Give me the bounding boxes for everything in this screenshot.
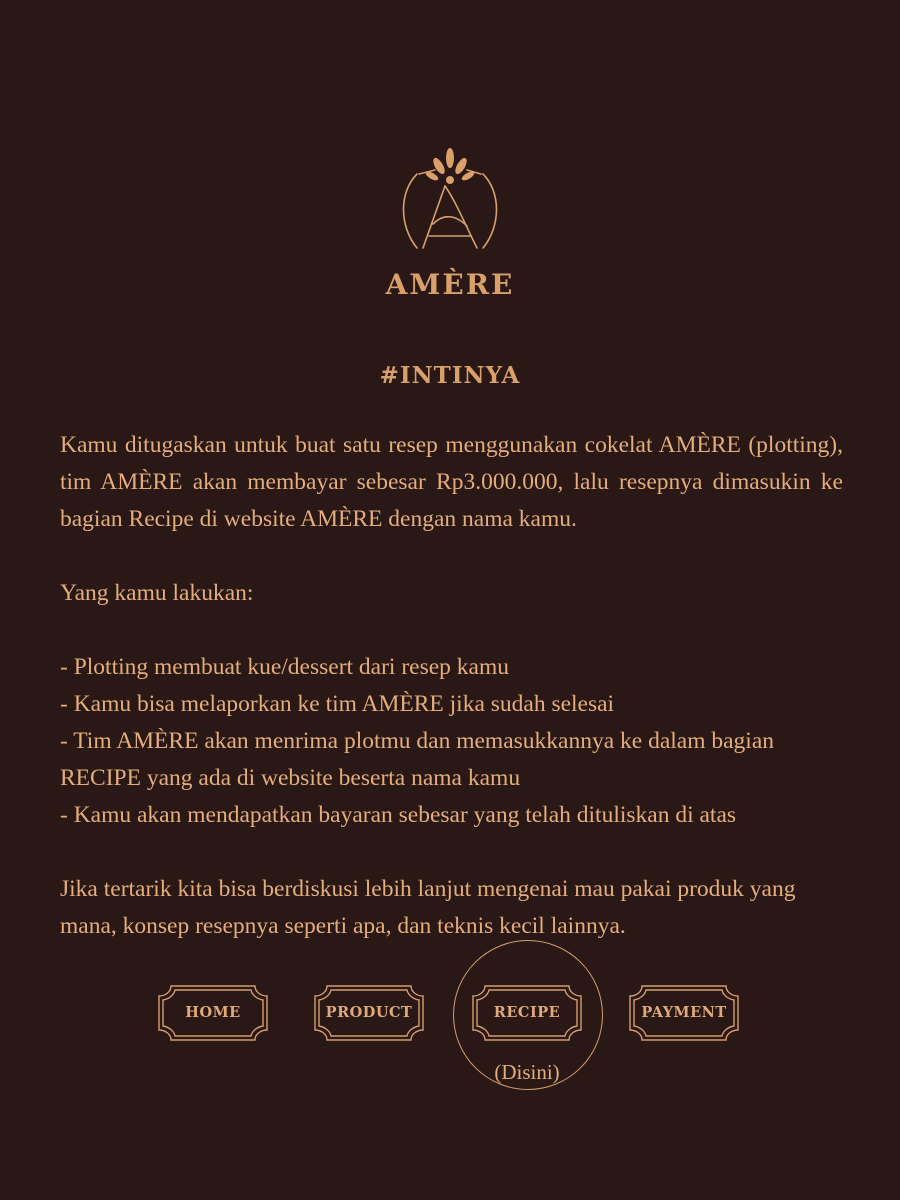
brand-logo: [0, 140, 900, 301]
nav-recipe-label: RECIPE: [493, 1004, 561, 1021]
cacao-a-emblem-icon: [395, 140, 505, 260]
task-item: - Kamu akan mendapatkan bayaran sebesar yang telah dituliskan di atas: [60, 802, 737, 828]
task-item: - Plotting membuat kue/dessert dari resep kamu: [60, 654, 510, 680]
tasks-title: Yang kamu lakukan:: [60, 580, 254, 606]
brand-name: AMÈRE: [385, 268, 515, 301]
nav-home-button[interactable]: [151, 982, 275, 1044]
page-title: #INTINYA: [379, 362, 521, 389]
nav-product-label: PRODUCT: [325, 1004, 413, 1021]
nav-product-button[interactable]: [307, 982, 431, 1044]
nav-payment-button[interactable]: [622, 982, 746, 1044]
closing-paragraph: Jika tertarik kita bisa berdiskusi lebih lanjut mengenai mau pakai produk yang mana, konsep resepnya seperti apa, dan teknis kecil lainnya.: [60, 876, 796, 939]
main-content: [60, 427, 843, 945]
task-item: - Kamu bisa melaporkan ke tim AMÈRE jika sudah selesai: [60, 691, 615, 717]
task-item: - Tim AMÈRE akan menrima plotmu dan memasukkannya ke dalam bagian RECIPE yang ada di website beserta nama kamu: [60, 728, 775, 791]
intro-paragraph: Kamu ditugaskan untuk buat satu resep menggunakan cokelat AMÈRE (plotting), tim AMÈRE akan membayar sebesar Rp3.000.000, lalu resepnya dimasukin ke bagian Recipe di website AMÈRE dengan nama kamu.: [60, 432, 843, 532]
nav-recipe-button[interactable]: [465, 982, 589, 1044]
nav-payment-label: PAYMENT: [641, 1004, 727, 1021]
nav-home-label: HOME: [185, 1004, 241, 1021]
current-page-note: (Disini): [494, 1060, 560, 1084]
